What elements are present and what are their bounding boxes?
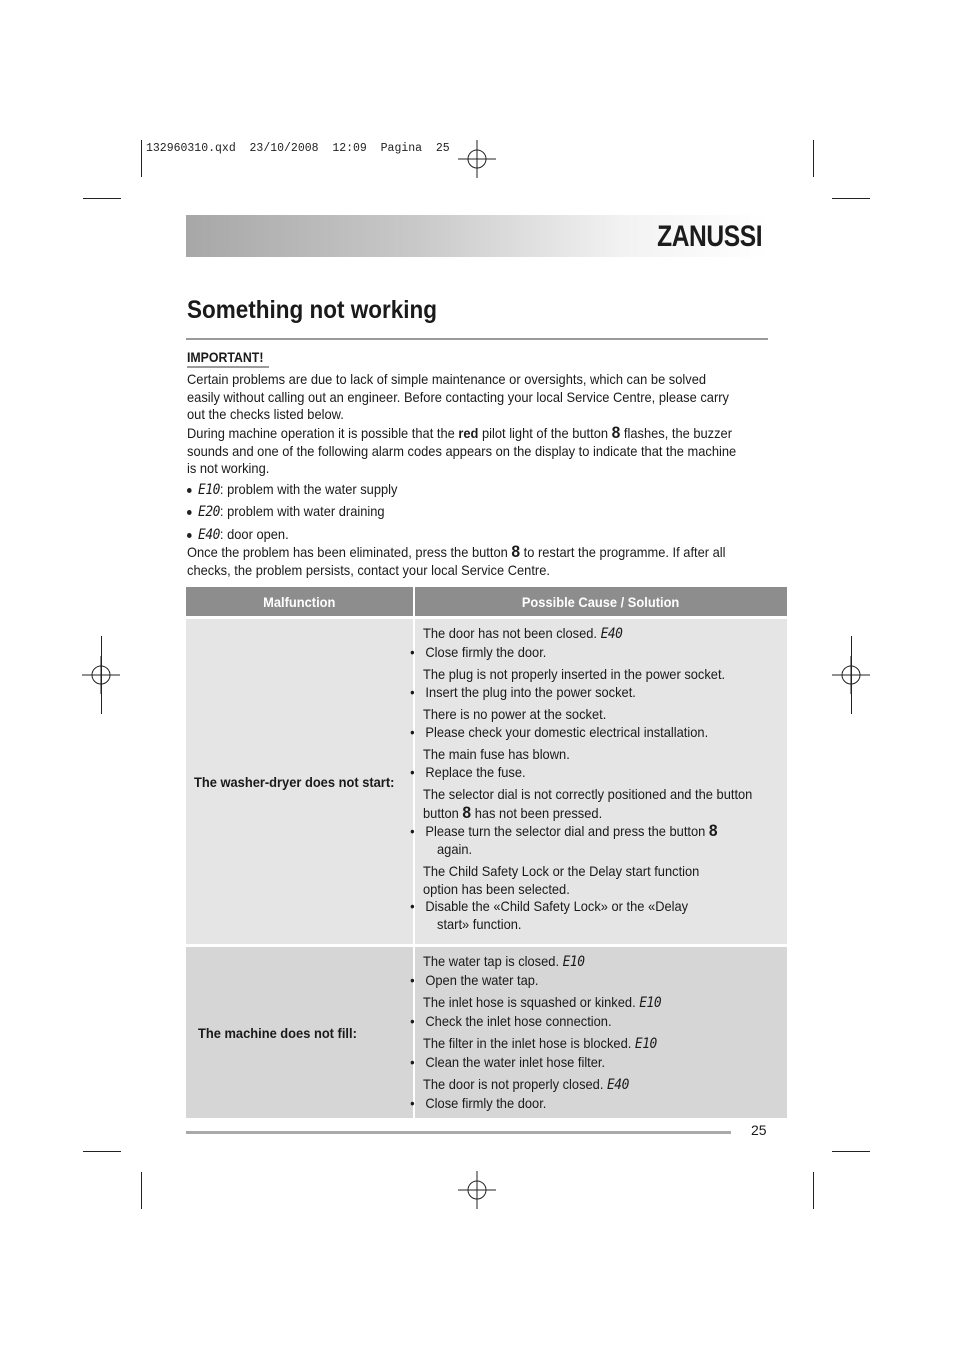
cause-entry: The filter in the inlet hose is blocked. E10 • Clean the water inlet hose filter. bbox=[409, 1035, 657, 1070]
outro-paragraph bbox=[187, 543, 739, 579]
crop-mark bbox=[813, 140, 814, 177]
crop-mark bbox=[83, 198, 121, 199]
cause-entry: The Child Safety Lock or the Delay start function option has been selected. • Disable the «Child Safety Lock» or the «Delay start» function. bbox=[409, 863, 700, 932]
footer-rule bbox=[186, 1131, 731, 1134]
page-number: 25 bbox=[751, 1122, 767, 1138]
cause-entry: The main fuse has blown. • Replace the fuse. bbox=[409, 746, 570, 780]
crop-mark bbox=[832, 1151, 870, 1152]
button-8-glyph: 8 bbox=[511, 542, 521, 561]
text: flashes, the buzzer sounds and one of the following alarm codes appears on the display to indicate that the machine is not working. bbox=[187, 425, 737, 476]
text: During machine operation it is possible that the bbox=[187, 425, 455, 441]
column-header-malfunction: Malfunction bbox=[186, 587, 413, 616]
cause-entry: The water tap is closed. E10 • Open the water tap. bbox=[409, 953, 585, 988]
alarm-code: E10 bbox=[639, 995, 661, 1011]
alarm-code: E10 bbox=[562, 954, 585, 970]
registration-mark-icon bbox=[458, 1171, 496, 1209]
text: to restart the programme. If after all checks, the problem persists, contact your local Service Centre. bbox=[187, 544, 726, 578]
header-banner bbox=[186, 215, 768, 257]
troubleshooting-table bbox=[186, 587, 787, 1118]
cause-cell bbox=[409, 947, 787, 1118]
malfunction-cell: The washer-dryer does not start: bbox=[186, 619, 413, 944]
table-row bbox=[186, 619, 787, 944]
intro-paragraph-2 bbox=[187, 424, 739, 478]
crop-mark bbox=[141, 140, 142, 177]
cause-entry: The inlet hose is squashed or kinked. E10 • Check the inlet hose connection. bbox=[409, 994, 661, 1029]
cause-entry: The door has not been closed. E40 • Close firmly the door. bbox=[409, 625, 623, 660]
cause-entry: The plug is not properly inserted in the power socket. • Insert the plug into the power socket. bbox=[409, 666, 725, 700]
malfunction-cell: The machine does not fill: bbox=[186, 947, 413, 1118]
alarm-item bbox=[187, 526, 739, 545]
brand-logo: ZANUSSI bbox=[656, 220, 762, 253]
column-header-cause: Possible Cause / Solution bbox=[415, 587, 787, 616]
registration-mark-icon bbox=[458, 140, 496, 178]
crop-mark bbox=[141, 1172, 142, 1209]
intro-paragraph: Certain problems are due to lack of simple maintenance or oversights, which can be solved easily without calling out an engineer. Before contacting your local Service Centre, please carry out the checks listed below. bbox=[187, 371, 729, 422]
bullet-icon bbox=[187, 533, 192, 538]
divider bbox=[187, 366, 269, 368]
alarm-text: : problem with water draining bbox=[219, 503, 385, 519]
alarm-text: : door open. bbox=[219, 526, 289, 542]
alarm-item bbox=[187, 481, 739, 500]
button-8-glyph: 8 bbox=[611, 423, 621, 442]
alarm-code: E10 bbox=[198, 482, 220, 498]
alarm-code: E40 bbox=[600, 626, 623, 642]
crop-mark bbox=[832, 198, 870, 199]
crop-mark bbox=[851, 636, 852, 714]
text: Once the problem has been eliminated, press the button bbox=[187, 544, 508, 560]
cause-cell bbox=[409, 619, 787, 944]
important-label: IMPORTANT! bbox=[187, 349, 264, 365]
alarm-code: E40 bbox=[606, 1077, 629, 1093]
alarm-code: E10 bbox=[634, 1036, 657, 1052]
print-slug: 132960310.qxd 23/10/2008 12:09 Pagina 25 bbox=[146, 142, 450, 155]
cause-entry: The selector dial is not correctly positioned and the button button 8 has not been pressed. • Please turn the selector dial and press the button 8 again. bbox=[409, 786, 753, 857]
crop-mark bbox=[101, 636, 102, 714]
table-row bbox=[186, 947, 787, 1118]
alarm-code: E40 bbox=[198, 527, 220, 543]
bullet-icon bbox=[187, 488, 192, 493]
text: pilot light of the button bbox=[481, 425, 609, 441]
bullet-icon bbox=[187, 510, 192, 515]
table-header-row bbox=[186, 587, 787, 616]
crop-mark bbox=[83, 1151, 121, 1152]
cause-entry: There is no power at the socket. • Please check your domestic electrical installation. bbox=[409, 706, 708, 740]
alarm-item bbox=[187, 503, 739, 522]
crop-mark bbox=[813, 1172, 814, 1209]
divider bbox=[186, 338, 768, 340]
cause-entry: The door is not properly closed. E40 • Close firmly the door. bbox=[409, 1076, 629, 1111]
alarm-code: E20 bbox=[198, 504, 220, 520]
page-title: Something not working bbox=[187, 296, 437, 324]
alarm-text: : problem with the water supply bbox=[219, 481, 398, 497]
red-word: red bbox=[458, 425, 479, 441]
